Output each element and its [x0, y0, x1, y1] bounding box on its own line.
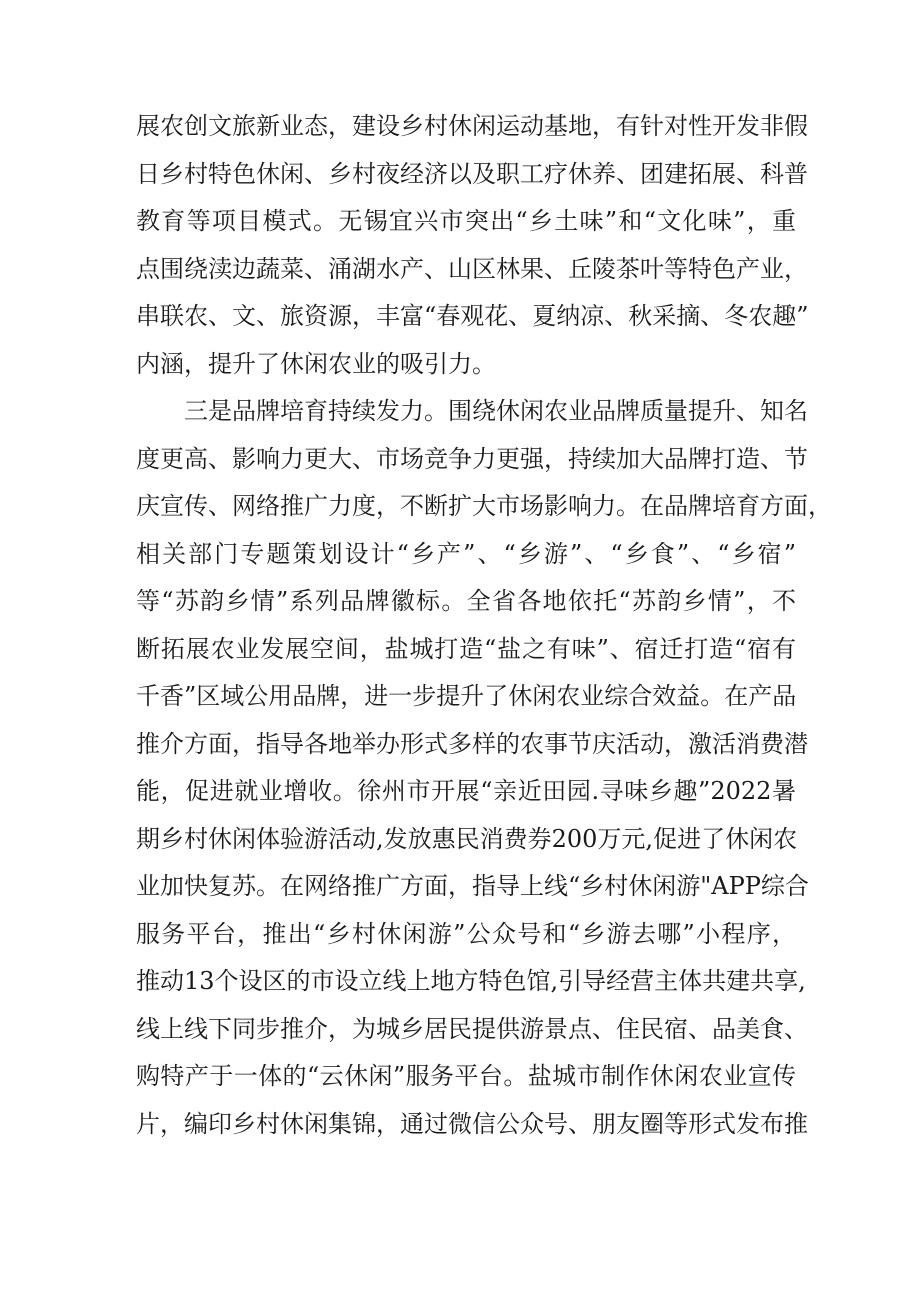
text-line: 线上线下同步推介，为城乡居民提供游景点、住民宿、品美食、	[136, 1014, 808, 1043]
paragraph-first-line: 三是品牌培育持续发力。围绕休闲农业品牌质量提升、知名	[184, 397, 808, 425]
text-line: 度更高、影响力更大、市场竞争力更强，持续加大品牌打造、节	[136, 444, 808, 473]
text-line: 购特产于一体的“云休闲”服务平台。盐城市制作休闲农业宣传	[136, 1062, 796, 1090]
text-line: 点围绕渎边蔬菜、涌湖水产、山区林果、丘陵茶叶等特色产业，	[136, 254, 808, 283]
text-line: 推动13个设区的市设立线上地方特色馆,引导经营主体共建共享,	[136, 967, 806, 995]
text-line: 庆宣传、网络推广力度，不断扩大市场影响力。在品牌培育方面，	[136, 492, 832, 520]
text-line: 推介方面，指导各地举办形式多样的农事节庆活动，激活消费潜	[136, 729, 808, 758]
text-line: 期乡村休闲体验游活动,发放惠民消费券200万元,促进了休闲农	[136, 824, 798, 853]
text-line: 教育等项目模式。无锡宜兴市突出“乡土味”和“文化味”，重	[136, 207, 796, 235]
text-line: 能，促进就业增收。徐州市开展“亲近田园.寻味乡趣”2022暑	[136, 777, 796, 805]
text-line: 片，编印乡村休闲集锦，通过微信公众号、朋友圈等形式发布推	[136, 1109, 808, 1138]
text-line: 内涵，提升了休闲农业的吸引力。	[136, 349, 496, 378]
text-line: 断拓展农业发展空间，盐城打造“盐之有味”、宿迁打造“宿有	[136, 634, 796, 663]
text-line: 业加快复苏。在网络推广方面，指导上线“乡村休闲游"APP综合	[136, 872, 809, 900]
text-line: 千香”区域公用品牌，进一步提升了休闲农业综合效益。在产品	[136, 682, 797, 710]
text-line: 等“苏韵乡情”系列品牌徽标。全省各地依托“苏韵乡情”，不	[136, 587, 796, 615]
body-text	[136, 103, 832, 1148]
text-line: 展农创文旅新业态，建设乡村休闲运动基地，有针对性开发非假	[136, 112, 808, 140]
text-line: 服务平台，推出“乡村休闲游”公众号和“乡游去哪”小程序，	[136, 919, 796, 948]
text-line: 串联农、文、旅资源，丰富“春观花、夏纳凉、秋采摘、冬农趣”	[136, 302, 809, 330]
text-line: 相关部门专题策划设计“乡产”、“乡游”、“乡食”、“乡宿”	[136, 539, 796, 568]
text-line: 日乡村特色休闲、乡村夜经济以及职工疗休养、团建拓展、科普	[136, 159, 808, 188]
